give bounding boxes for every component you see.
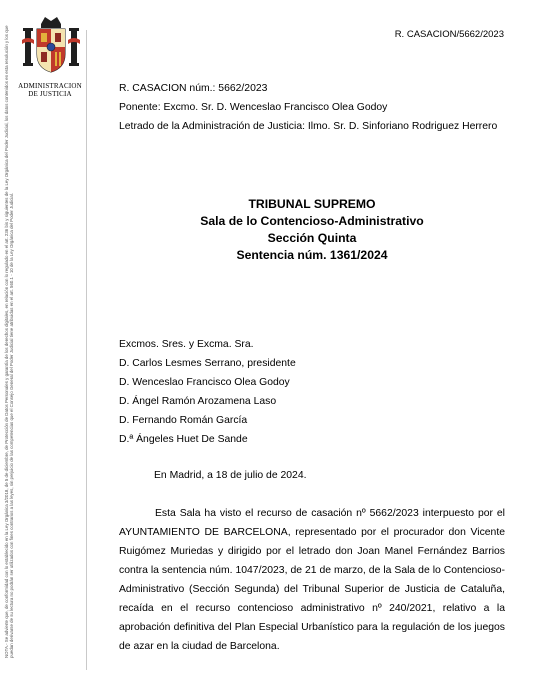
- judgment-title-block: [119, 196, 505, 264]
- court-name: TRIBUNAL SUPREMO: [248, 197, 376, 211]
- magistrate-item: D. Wenceslao Francisco Olea Godoy: [119, 377, 290, 388]
- privacy-side-note: NOTA.- Se advierte que, de conformidad con lo establecido en la Ley Orgánica 3/2018, de 5 de diciembre, de Protección de Datos Personales y garantía de los derechos digitales, en relación con lo regulado en el art. 236 bis y siguientes de la Ley Orgánica del Poder Judicial, los datos contenidos en esta resolución y los que puedan derivarse de su lectura no podrán ser utilizados con fines contrarios a las leyes, sin perjuicio de las competencias que el Consejo General del Poder Judicial tiene atribuidas en el art. 560.1 - 10 de la Ley Orgánica del Poder Judicial.: [4, 25, 15, 658]
- case-reference: R. CASACION/5662/2023: [394, 29, 504, 40]
- date-place-line: En Madrid, a 18 de julio de 2024.: [154, 470, 307, 481]
- tribunal-heading: Excmos. Sres. y Excma. Sra.: [119, 339, 254, 350]
- recurso-line: R. CASACION núm.: 5662/2023: [119, 83, 268, 94]
- logo-caption-line-1: ADMINISTRACION: [18, 82, 82, 90]
- magistrate-item: D. Fernando Román García: [119, 415, 248, 426]
- logo-caption-line-2: DE JUSTICIA: [28, 90, 72, 98]
- ponente-line: Ponente: Excmo. Sr. D. Wenceslao Francisco Olea Godoy: [119, 102, 388, 113]
- coat-of-arms-logo: [19, 14, 83, 78]
- chamber-name: Sala de lo Contencioso-Administrativo: [200, 214, 424, 228]
- magistrate-item: D. Ángel Ramón Arozamena Laso: [119, 396, 277, 407]
- section-name: Sección Quinta: [267, 231, 357, 245]
- judgment-number: Sentencia núm. 1361/2024: [236, 248, 388, 262]
- magistrate-item: D.ª Ángeles Huet De Sande: [119, 434, 248, 445]
- tribunal-composition: [119, 335, 509, 449]
- magistrate-item: D. Carlos Lesmes Serrano, presidente: [119, 358, 296, 369]
- body-paragraph: Esta Sala ha visto el recurso de casación nº 5662/2023 interpuesto por el AYUNTAMIENTO DE BARCELONA, representado por el procurador don Vicente Ruigómez Muriedas y dirigido por el letrado don Joan Manel Fernández Barrios contra la sentencia núm. 1047/2023, de 21 de marzo, de la Sala de lo Contencioso-Administrativo (Sección Segunda) del Tribunal Superior de Justicia de Cataluña, recaída en el recurso contencioso administrativo nº 240/2021, relativo a la aprobación definitiva del Plan Especial Urbanístico para la regulación de los juegos de azar en la ciudad de Barcelona.: [119, 508, 505, 652]
- letrado-line: Letrado de la Administración de Justicia: Ilmo. Sr. D. Sinforiano Rodriguez Herrero: [119, 121, 498, 132]
- margin-divider: [86, 30, 87, 670]
